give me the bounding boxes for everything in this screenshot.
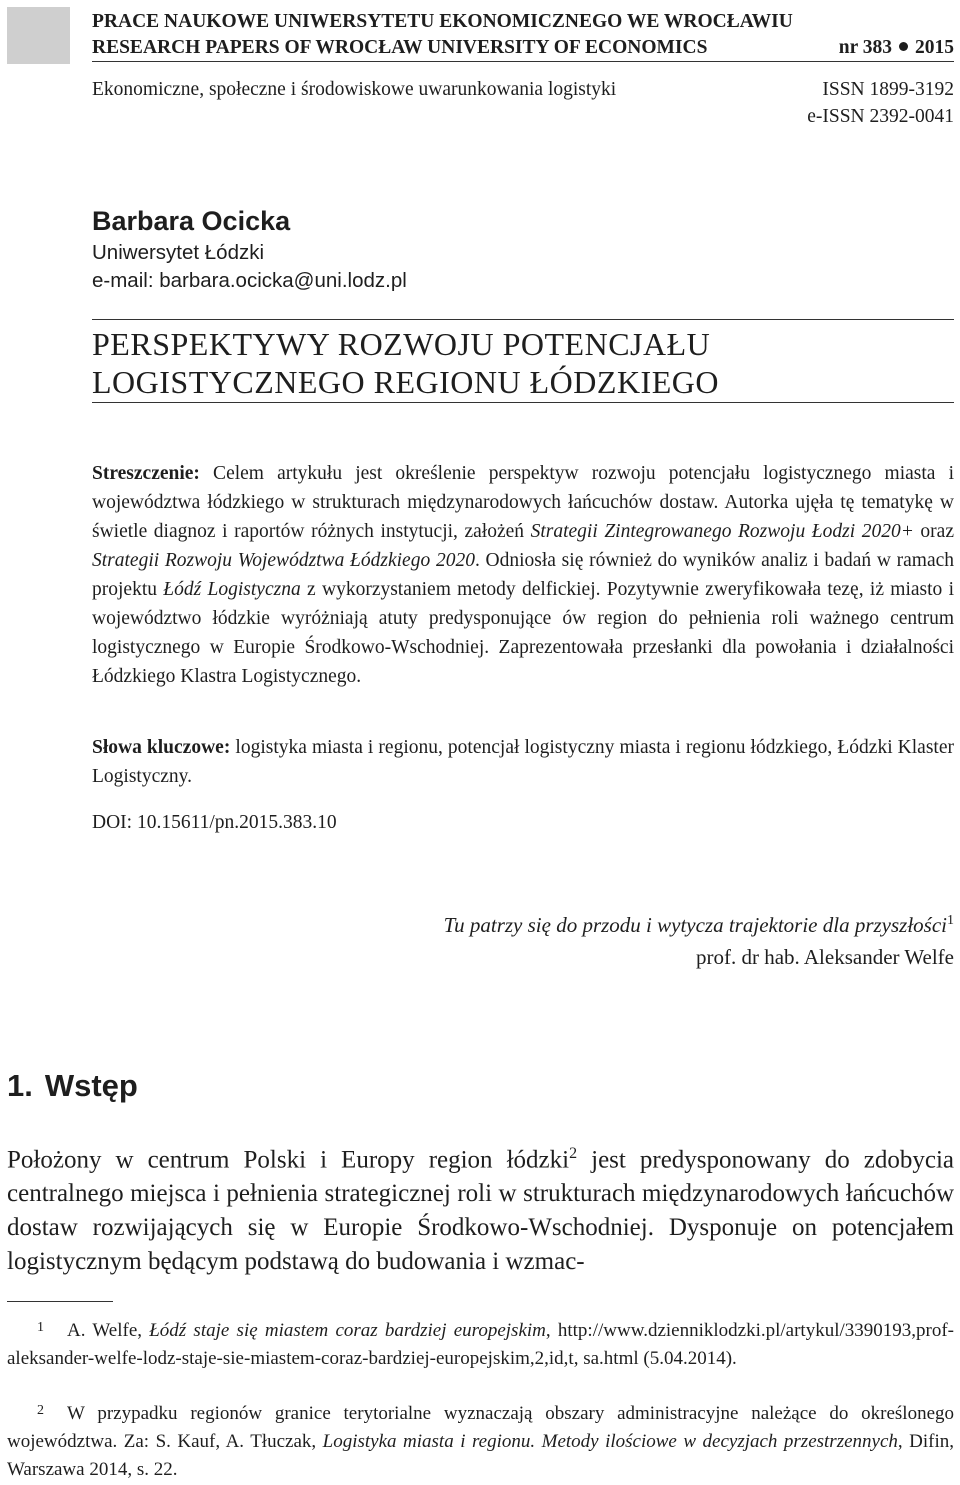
author-name: Barbara Ocicka [92,206,291,236]
footnote-2 [7,1397,954,1484]
journal-title-en-text: RESEARCH PAPERS OF WROCŁAW UNIVERSITY OF ECONOMICS [92,37,708,58]
abstract-label: Streszczenie: [92,463,200,484]
title-bottom-divider [92,402,954,403]
footnote-1-mark: 1 [37,1320,44,1335]
footnote-1-text-2: , http://www.dzienniklodzki.pl/artykul/3390193,prof-aleksander-welfe-lodz-staje-sie-miastem-coraz-bardziej-europejskim,2,id,t, sa.html (5.04.2014). [7,1320,954,1369]
footnote-2-text-1: W przypadku regionów granice terytorialne wyznaczają obszary administracyjne należące do określonego województwa. Za: S. Kauf, A. Tłuczak, [7,1403,954,1452]
abstract-text-4: z wykorzystaniem metody delfickiej. Pozytywnie zweryfikowała tezę, iż miasto i województwo łódzkie wyróżniają atuty predysponujące ów region do pełnienia roli ważnego centrum logistycznego w Europie Środkowo-Wschodniej. Zaprezentowała przesłanki dla powołania i działalności Łódzkiego Klastra Logistycznego. [92,579,954,687]
issue-year: 2015 [915,37,954,58]
series-title: Ekonomiczne, społeczne i środowiskowe uwarunkowania logistyki [92,79,617,100]
motto-quote [444,906,954,940]
issn: ISSN 1899-3192 [822,79,954,100]
doi: DOI: 10.15611/pn.2015.383.10 [92,812,337,833]
abstract-italic-2: Strategii Rozwoju Województwa Łódzkiego 2020 [92,550,475,571]
article-title-line-2: LOGISTYCZNEGO REGIONU ŁÓDZKIEGO [92,364,719,400]
journal-logo-block [7,7,70,64]
motto-quote-text: Tu patrzy się do przodu i wytycza trajektorie dla przyszłości [443,913,947,937]
keywords [92,733,954,791]
keywords-label: Słowa kluczowe: [92,737,231,758]
body-text-2: jest predysponowany do zdobycia centralnego miejsca i pełnienia strategicznej roli w strukturach międzynarodowych łańcuchów dostaw rozwijających się w Europie Środkowo-Wschodniej. Dysponuje on potencjałem logistycznym będącym podstawą do budowania i wzmac- [7,1146,954,1276]
abstract-text-2: oraz [913,521,954,542]
article-title [92,325,954,401]
footnote-divider [7,1301,113,1302]
header-divider [92,61,954,62]
journal-title-pl-text: PRACE NAUKOWE UNIWERSYTETU EKONOMICZNEGO WE WROCŁAWIU [92,11,793,32]
author-email: e-mail: barbara.ocicka@uni.lodz.pl [92,269,407,292]
motto-author: prof. dr hab. Aleksander Welfe [696,945,954,969]
body-paragraph [7,1137,954,1279]
body-text-1: Położony w centrum Polski i Europy region łódzki [7,1146,570,1174]
journal-title-pl [92,10,954,34]
abstract [92,459,954,691]
footnote-1-text-1: A. Welfe, [67,1320,150,1341]
title-top-divider [92,319,954,320]
section-number: 1. [7,1068,33,1103]
footnote-2-italic: Logistyka miasta i regionu. Metody ilościowe w decyzjach przestrzennych [322,1431,898,1452]
bullet-icon [899,42,908,51]
issue-info [839,36,954,60]
journal-title-en [92,36,954,60]
author-affiliation: Uniwersytet Łódzki [92,241,265,264]
abstract-text-1: Celem artykułu jest określenie perspektyw rozwoju potencjału logistycznego miasta i województwa łódzkiego w strukturach międzynarodowych łańcuchów dostaw. Autorka ujęła tę tematykę w świetle diagnoz i raportów różnych instytucji, założeń [92,463,954,542]
motto-footnote-ref: 1 [947,913,954,928]
footnote-2-mark: 2 [37,1403,44,1418]
footnote-1-italic: Łódź staje się miastem coraz bardziej europejskim [149,1320,546,1341]
eissn: e-ISSN 2392-0041 [807,106,954,127]
abstract-text-3: . Odniosła się również do wyników analiz i badań w ramach projektu [92,550,955,600]
keywords-text: logistyka miasta i regionu, potencjał logistyczny miasta i regionu łódzkiego, Łódzki Klaster Logistyczny. [92,737,954,787]
section-heading [7,1066,138,1106]
section-title: Wstęp [44,1068,138,1103]
footnote-1 [7,1314,954,1373]
body-footnote-ref: 2 [569,1145,578,1162]
footnote-2-text-2: , Difin, Warszawa 2014, s. 22. [7,1431,955,1480]
issue-number: nr 383 [838,37,892,58]
abstract-italic-3: Łódź Logistyczna [163,579,301,600]
abstract-italic-1: Strategii Zintegrowanego Rozwoju Łodzi 2020+ [530,521,914,542]
article-title-line-1: PERSPEKTYWY ROZWOJU POTENCJAŁU [92,326,711,362]
